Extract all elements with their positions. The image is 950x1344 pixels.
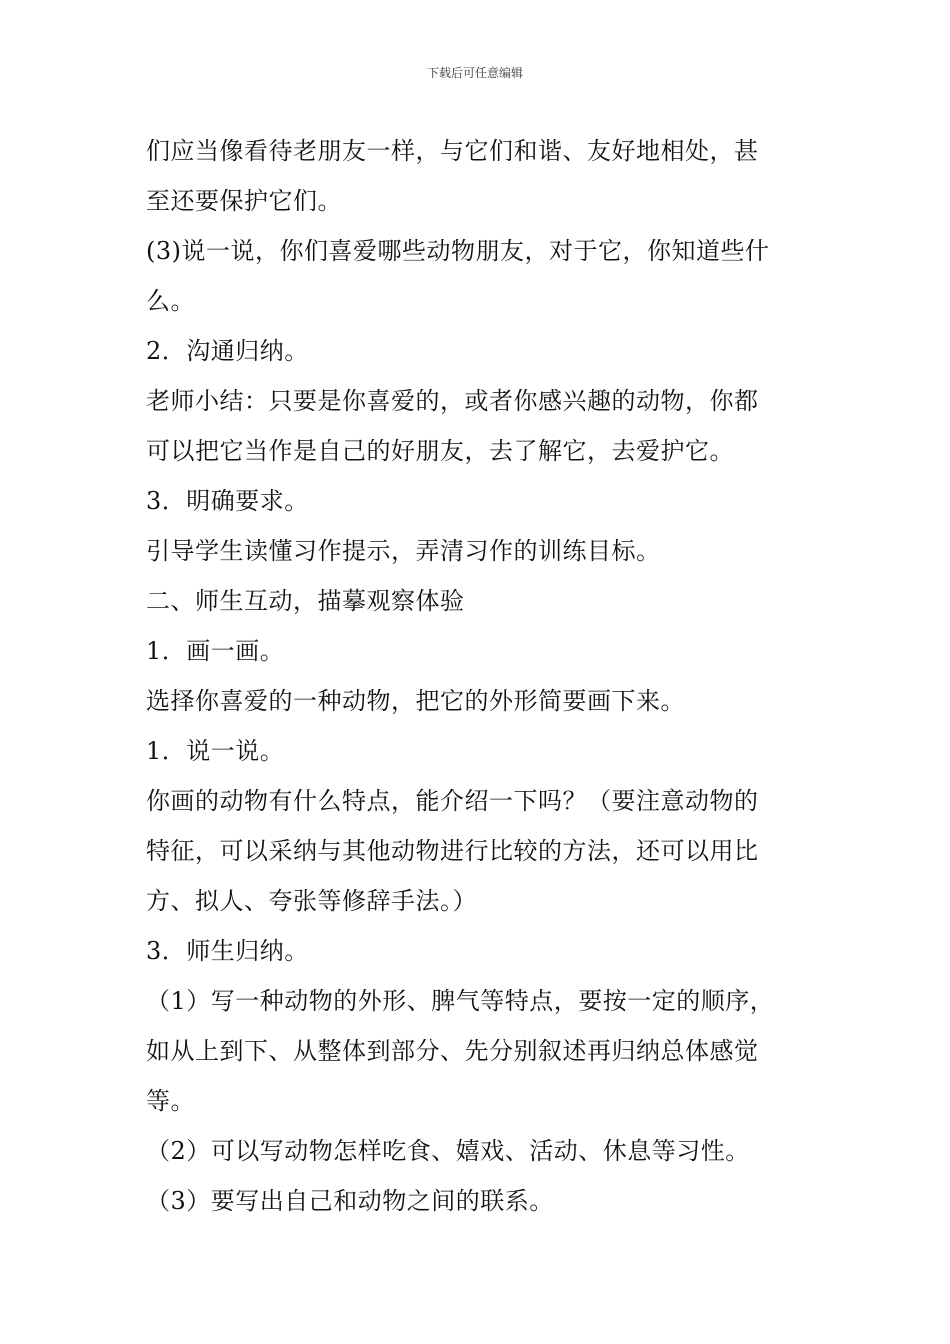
text-line: 引导学生读懂习作提示，弄清习作的训练目标。 [146, 537, 661, 565]
section-heading: 3．明确要求。 [146, 487, 309, 515]
section-heading: 2．沟通归纳。 [146, 337, 309, 365]
text-line: 至还要保护它们。 [146, 187, 342, 215]
page-header: 下载后可任意编辑 [426, 66, 523, 80]
text-line: 可以把它当作是自己的好朋友，去了解它，去爱护它。 [146, 437, 734, 465]
text-line: 么。 [146, 287, 195, 315]
section-heading: 1．说一说。 [146, 737, 285, 765]
text-line: (3)说一说，你们喜爱哪些动物朋友，对于它，你知道些什 [146, 237, 770, 265]
document-body [146, 126, 816, 1226]
section-heading: 二、师生互动，描摹观察体验 [146, 587, 465, 615]
text-line: （3）要写出自己和动物之间的联系。 [146, 1187, 554, 1215]
text-line: 如从上到下、从整体到部分、先分别叙述再归纳总体感觉 [146, 1037, 759, 1065]
text-line: 方、拟人、夸张等修辞手法。） [146, 887, 477, 915]
text-line: 选择你喜爱的一种动物，把它的外形简要画下来。 [146, 687, 685, 715]
text-line: 特征，可以采纳与其他动物进行比较的方法，还可以用比 [146, 837, 759, 865]
text-line: 们应当像看待老朋友一样，与它们和谐、友好地相处，甚 [146, 137, 759, 165]
text-line: （2）可以写动物怎样吃食、嬉戏、活动、休息等习性。 [146, 1137, 750, 1165]
section-heading: 3．师生归纳。 [146, 937, 309, 965]
text-line: 你画的动物有什么特点，能介绍一下吗？（要注意动物的 [146, 787, 759, 815]
text-line: 等。 [146, 1087, 195, 1115]
text-line: 老师小结：只要是你喜爱的，或者你感兴趣的动物，你都 [146, 387, 759, 415]
section-heading: 1．画一画。 [146, 637, 285, 665]
text-line: （1）写一种动物的外形、脾气等特点，要按一定的顺序， [146, 987, 775, 1015]
